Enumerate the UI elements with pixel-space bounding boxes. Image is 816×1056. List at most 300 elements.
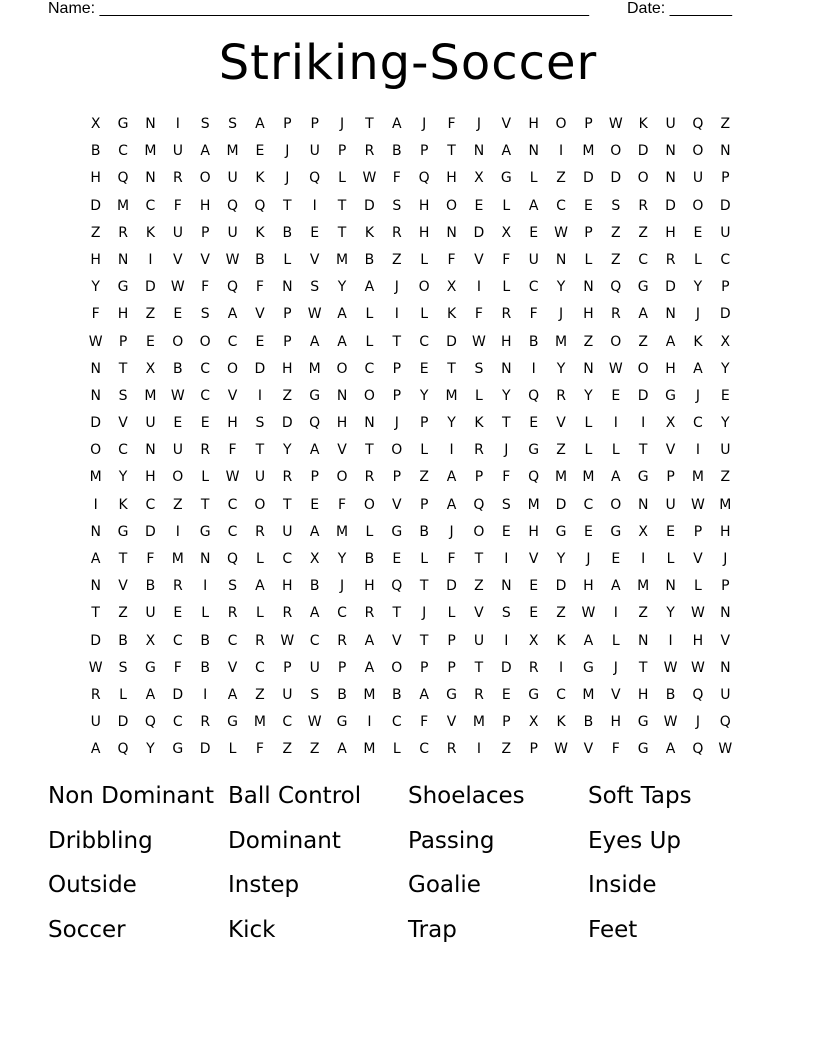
grid-letter: E [173,605,183,622]
grid-letter: U [665,496,676,513]
grid-letter: Z [556,605,566,622]
grid-letter: Y [556,360,566,377]
grid-letter: R [501,306,512,323]
grid-letter: W [225,251,240,268]
grid-letter: D [555,496,567,513]
grid-letter: C [200,360,211,377]
grid-letter: P [419,659,429,676]
grid-letter: L [201,469,210,486]
grid-letter: B [282,224,293,241]
grid-letter: C [227,333,238,350]
grid-letter: O [610,143,622,160]
grid-letter: H [282,360,293,377]
grid-letter: C [282,551,293,567]
grid-letter: V [665,442,676,459]
grid-letter: G [637,714,649,731]
grid-letter: B [337,686,347,703]
grid-letter: A [90,551,101,567]
grid-letter: S [501,605,511,622]
grid-letter: P [337,659,347,676]
grid-letter: V [173,251,183,268]
grid-row [82,410,739,437]
word-bank [48,778,768,956]
grid-letter: C [227,632,238,649]
grid-letter: B [392,686,402,703]
grid-letter: W [691,605,705,622]
grid-letter: V [118,578,128,595]
grid-letter: J [394,415,399,432]
grid-letter: G [117,116,129,132]
grid-letter: R [227,605,238,622]
grid-letter: S [228,116,237,132]
grid-letter: H [665,224,676,241]
grid-letter: D [719,197,731,214]
grid-letter: Z [556,442,566,459]
grid-letter: Q [227,279,239,296]
grid-letter: M [691,469,704,486]
grid-letter: C [118,143,128,160]
grid-letter: I [504,632,509,649]
grid-letter: I [476,279,481,296]
grid-letter: R [446,741,457,758]
grid-letter: R [474,686,484,703]
grid-letter: L [447,605,456,622]
grid-letter: D [172,686,184,703]
grid-letter: A [255,578,265,595]
grid-letter: K [693,333,703,350]
grid-letter: F [173,197,182,214]
grid-letter: L [694,251,702,268]
grid-letter: W [88,333,103,350]
grid-letter: U [720,686,731,703]
grid-letter: G [528,442,540,459]
grid-letter: P [447,632,456,649]
grid-letter: P [419,143,429,160]
grid-letter: O [637,360,649,377]
grid-letter: L [502,197,511,214]
grid-letter: C [720,251,731,268]
grid-letter: D [446,578,457,595]
grid-letter: I [531,360,536,377]
grid-letter: A [665,741,676,758]
grid-letter: E [200,415,210,432]
grid-letter: L [392,741,401,758]
grid-letter: W [608,116,623,132]
grid-letter: L [420,442,429,459]
grid-letter: K [446,306,457,323]
grid-letter: B [200,632,210,649]
grid-letter: E [529,605,539,622]
grid-letter: N [555,251,567,268]
word-bank-item: Passing [408,827,495,854]
grid-letter: A [145,686,156,703]
grid-letter: F [529,306,538,323]
grid-letter: T [638,442,648,459]
grid-row [82,736,739,763]
grid-letter: E [720,387,730,404]
grid-letter: W [280,632,295,649]
grid-letter: M [363,686,376,703]
grid-letter: N [90,523,101,540]
grid-letter: N [117,251,129,268]
grid-letter: U [665,116,676,132]
grid-letter: L [228,741,237,758]
grid-letter: B [309,578,320,595]
grid-letter: G [336,714,348,731]
grid-letter: C [419,741,430,758]
grid-letter: Y [146,741,155,758]
grid-letter: Y [693,279,703,296]
grid-letter: G [117,523,129,540]
grid-letter: P [447,659,456,676]
grid-letter: D [90,632,102,649]
grid-letter: Z [255,686,265,703]
grid-letter: P [721,578,730,595]
grid-letter: A [501,143,512,160]
grid-letter: N [501,360,512,377]
grid-letter: F [146,551,155,567]
grid-letter: J [422,605,427,622]
grid-letter: A [90,741,101,758]
grid-letter: L [502,279,511,296]
grid-letter: M [336,251,349,268]
grid-letter: W [225,469,240,486]
grid-letter: K [255,224,265,241]
grid-letter: E [693,224,703,241]
grid-letter: L [365,306,374,323]
grid-letter: O [418,279,430,296]
grid-letter: J [339,578,345,595]
grid-letter: M [527,496,540,513]
grid-letter: G [391,523,403,540]
grid-letter: K [145,224,156,241]
grid-letter: O [610,496,622,513]
grid-letter: V [501,116,512,132]
grid-letter: G [227,714,238,731]
grid-row [82,655,739,682]
grid-letter: C [556,686,566,703]
grid-letter: P [584,116,593,132]
grid-letter: M [253,714,266,731]
grid-letter: V [611,686,621,703]
grid-letter: V [474,605,484,622]
grid-letter: F [502,251,511,268]
grid-letter: U [282,686,293,703]
grid-letter: A [364,659,375,676]
grid-letter: T [474,659,484,676]
grid-letter: W [307,714,322,731]
grid-letter: F [91,306,100,323]
grid-letter: H [583,578,594,595]
grid-letter: U [172,143,183,160]
grid-letter: Z [173,496,183,513]
grid-letter: E [584,523,593,540]
grid-letter: T [255,442,265,459]
grid-letter: V [446,714,457,731]
grid-letter: T [392,605,402,622]
grid-letter: J [558,306,564,323]
grid-row [82,138,739,165]
grid-letter: N [501,578,512,595]
grid-row [82,573,739,600]
grid-letter: E [173,306,183,323]
grid-letter: V [255,306,265,323]
grid-letter: T [419,578,429,595]
grid-letter: S [310,686,320,703]
grid-letter: K [255,170,265,187]
grid-letter: E [666,523,675,540]
grid-letter: C [227,496,238,513]
grid-letter: A [611,469,621,486]
grid-letter: L [283,251,292,268]
grid-letter: F [447,551,456,567]
grid-letter: O [692,143,704,160]
grid-letter: E [474,197,484,214]
grid-letter: D [637,143,649,160]
grid-letter: L [420,306,429,323]
grid-letter: J [586,551,591,567]
grid-letter: F [201,279,210,296]
grid-letter: X [528,714,539,731]
grid-letter: T [200,496,210,513]
grid-letter: Z [419,469,429,486]
grid-letter: F [255,741,264,758]
grid-letter: E [611,551,621,567]
grid-letter: M [336,523,349,540]
grid-letter: G [637,469,649,486]
grid-letter: E [501,523,511,540]
grid-letter: Z [145,306,156,323]
grid-letter: J [339,116,345,132]
grid-letter: R [255,523,265,540]
grid-row [82,437,739,464]
grid-row [82,492,739,519]
grid-letter: A [255,116,265,132]
grid-letter: A [227,306,238,323]
grid-letter: O [363,496,375,513]
grid-letter: A [309,523,320,540]
grid-letter: N [720,605,731,622]
word-bank-item: Shoelaces [408,783,525,809]
grid-letter: J [723,551,728,567]
grid-letter: P [721,170,730,187]
grid-letter: N [665,306,676,323]
grid-letter: C [364,360,375,377]
grid-letter: V [556,415,566,432]
grid-letter: Y [337,279,347,296]
grid-letter: Q [227,551,239,567]
grid-letter: E [392,551,402,567]
grid-letter: H [418,197,430,214]
grid-letter: V [227,659,238,676]
grid-letter: P [502,714,511,731]
grid-letter: Q [309,170,321,187]
grid-letter: A [446,496,457,513]
grid-letter: F [447,251,456,268]
grid-letter: F [173,659,182,676]
grid-letter: L [666,551,675,567]
grid-letter: J [285,143,290,160]
grid-letter: J [449,523,454,540]
grid-letter: B [145,578,156,595]
grid-letter: B [665,686,676,703]
grid-letter: V [309,251,320,268]
grid-letter: E [310,224,320,241]
grid-letter: P [283,306,292,323]
grid-letter: G [528,686,540,703]
grid-letter: D [254,360,266,377]
word-bank-item: Dominant [228,827,341,854]
grid-letter: W [362,170,377,187]
grid-letter: X [720,333,731,350]
grid-letter: D [281,415,293,432]
grid-letter: N [528,143,539,160]
grid-letter: U [145,605,156,622]
grid-letter: P [474,469,484,486]
grid-letter: B [255,251,265,268]
grid-letter: P [721,279,730,296]
grid-letter: R [638,197,649,214]
grid-letter: N [145,442,156,459]
grid-letter: E [611,387,621,404]
grid-letter: T [118,551,128,567]
grid-letter: R [282,605,293,622]
grid-letter: A [200,143,210,160]
grid-letter: F [420,714,429,731]
grid-letter: B [364,251,375,268]
grid-letter: O [391,659,403,676]
grid-letter: Q [473,496,485,513]
grid-letter: S [501,496,511,513]
grid-letter: Y [337,551,347,567]
grid-letter: I [394,306,399,323]
grid-letter: Q [692,741,704,758]
grid-letter: A [611,578,621,595]
grid-letter: X [528,632,539,649]
grid-letter: S [118,387,128,404]
grid-letter: B [364,551,375,567]
grid-letter: F [474,306,483,323]
grid-letter: R [556,387,566,404]
grid-row [82,519,739,546]
grid-letter: Z [309,741,320,758]
grid-letter: V [118,415,128,432]
grid-row [82,329,739,356]
word-bank-item: Ball Control [228,783,362,809]
grid-letter: N [665,143,676,160]
grid-letter: N [90,578,101,595]
grid-letter: U [720,224,731,241]
grid-letter: I [641,415,646,432]
grid-letter: X [474,170,484,187]
grid-letter: A [446,469,457,486]
grid-letter: M [582,143,595,160]
grid-row [82,546,739,573]
grid-letter: C [391,714,402,731]
grid-letter: O [254,496,266,513]
grid-letter: A [309,605,320,622]
grid-letter: A [309,333,320,350]
grid-letter: D [145,523,156,540]
grid-letter: W [663,659,678,676]
grid-letter: A [528,197,539,214]
grid-letter: R [364,605,375,622]
grid-letter: Q [418,170,430,187]
grid-letter: N [364,415,375,432]
grid-letter: H [90,170,101,187]
word-bank-item: Goalie [408,872,481,898]
grid-row [82,165,739,192]
grid-letter: D [665,279,676,296]
grid-letter: Z [556,170,566,187]
grid-letter: P [419,496,429,513]
grid-letter: U [309,659,320,676]
grid-letter: P [118,333,128,350]
grid-letter: N [665,170,676,187]
grid-letter: H [720,523,731,540]
grid-letter: U [172,224,183,241]
grid-letter: N [720,143,731,160]
grid-letter: T [118,360,128,377]
grid-letter: N [336,387,348,404]
grid-letter: W [88,659,103,676]
grid-letter: N [583,279,594,296]
grid-letter: G [199,523,211,540]
grid-letter: L [611,632,620,649]
grid-letter: A [364,279,375,296]
grid-letter: E [310,496,320,513]
grid-letter: T [365,442,374,459]
grid-letter: X [309,551,320,567]
grid-letter: J [695,306,700,323]
grid-letter: L [584,442,593,459]
grid-letter: Z [474,578,484,595]
grid-letter: E [173,415,183,432]
grid-letter: U [172,442,183,459]
grid-letter: S [228,578,237,595]
grid-letter: S [392,197,402,214]
grid-letter: C [282,714,293,731]
grid-letter: Q [144,714,156,731]
grid-letter: Q [528,387,540,404]
grid-letter: G [555,523,567,540]
grid-letter: Q [692,686,704,703]
grid-letter: D [637,387,649,404]
grid-letter: J [476,116,481,132]
grid-letter: C [255,659,265,676]
grid-letter: R [364,143,375,160]
grid-letter: T [447,143,456,160]
grid-letter: D [90,197,102,214]
grid-letter: X [145,632,156,649]
grid-letter: J [695,387,700,404]
grid-letter: Y [721,415,730,432]
grid-letter: T [283,197,292,214]
grid-letter: B [200,659,210,676]
grid-letter: U [692,170,704,187]
grid-letter: T [283,496,292,513]
grid-letter: S [611,197,621,214]
grid-letter: I [93,496,98,513]
grid-letter: D [90,415,102,432]
grid-letter: H [501,333,512,350]
grid-letter: P [283,116,292,132]
grid-letter: C [118,442,128,459]
grid-letter: P [337,143,347,160]
grid-letter: R [337,632,347,649]
grid-letter: P [283,659,292,676]
grid-letter: D [473,224,485,241]
